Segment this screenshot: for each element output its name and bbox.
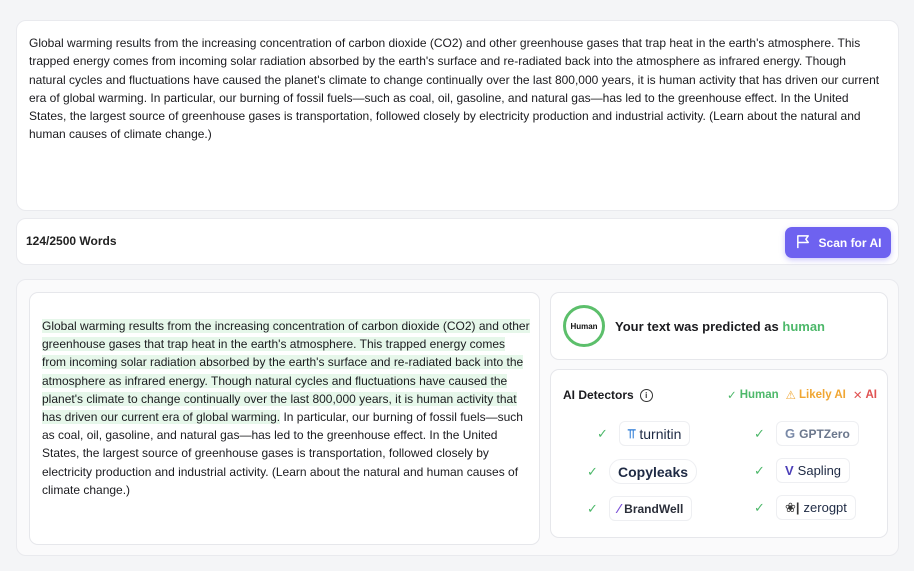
detector-copyleaks bbox=[587, 459, 697, 484]
gptzero-mark-icon: G bbox=[785, 426, 796, 441]
detector-turnitin bbox=[597, 421, 690, 446]
check-icon: ✓ bbox=[754, 499, 765, 515]
brandwell-logo bbox=[609, 496, 692, 521]
detector-brandwell bbox=[587, 496, 692, 521]
flag-icon bbox=[795, 233, 812, 253]
check-icon: ✓ bbox=[754, 462, 765, 478]
legend-ai-label: AI bbox=[865, 389, 877, 401]
gptzero-logo bbox=[776, 421, 859, 446]
info-icon[interactable]: i bbox=[640, 389, 653, 402]
zerogpt-name: zerogpt bbox=[803, 500, 847, 515]
sapling-logo bbox=[776, 458, 850, 483]
input-text-card[interactable] bbox=[16, 20, 899, 211]
detector-legend bbox=[727, 388, 877, 402]
check-icon: ✓ bbox=[754, 425, 765, 441]
human-highlight: Global warming results from the increasing concentration of carbon dioxide (CO2) and other greenhouse gases that trap heat in the earth's atmosphere. This trapped energy comes from incoming solar radiation absorbed by the earth's surface and re-radiated back into the atmosphere as infrared energy. Though natural cycles and fluctuations have caused the planet's climate to change continually over the last 800,000 years, it is human activity that has driven our current era of global warming. bbox=[42, 319, 530, 425]
cross-icon: ✕ bbox=[852, 390, 863, 402]
check-icon: ✓ bbox=[587, 500, 598, 516]
copyleaks-logo bbox=[609, 459, 697, 484]
highlighted-text-card bbox=[29, 292, 540, 545]
legend-ai bbox=[853, 388, 877, 402]
check-icon: ✓ bbox=[727, 390, 737, 402]
warning-icon: ⚠ bbox=[785, 390, 796, 402]
detector-sapling bbox=[754, 458, 850, 483]
legend-likely-label: Likely AI bbox=[798, 389, 846, 401]
turnitin-name: turnitin bbox=[639, 425, 682, 442]
unhighlighted-text: In particular, our burning of fossil fuels—such as coal, oil, gasoline, and natural gas—has led to the greenhouse effect. In the United States, the largest source of greenhouse gases is transportation, followed closely by electricity production and industrial activity. (Learn about the natural and human causes of climate change.) bbox=[42, 410, 523, 497]
detector-gptzero bbox=[754, 421, 859, 446]
input-textarea[interactable]: Global warming results from the increasing concentration of carbon dioxide (CO2) and other greenhouse gases that trap heat in the earth's atmosphere. This trapped energy comes from incoming solar radiation absorbed by the earth's surface and re-radiated back into the atmosphere as infrared energy. Though natural cycles and fluctuations have caused the planet's climate to change continually over the last 800,000 years, it is human activity that has driven our current era of global warming. In particular, our burning of fossil fuels—such as coal, oil, gasoline, and natural gas—has led to the greenhouse effect. In the United States, the largest source of greenhouse gases is transportation, followed closely by electricity production and industrial activity. (Learn about the natural and human causes of climate change.) bbox=[29, 36, 883, 142]
scan-button-label: Scan for AI bbox=[818, 235, 882, 250]
verdict-card bbox=[550, 292, 888, 360]
turnitin-logo bbox=[619, 421, 690, 446]
gptzero-name: GPTZero bbox=[799, 426, 850, 441]
scan-for-ai-button[interactable] bbox=[785, 227, 891, 258]
detectors-title-label: AI Detectors bbox=[563, 388, 634, 402]
brandwell-mark-icon: ∕ bbox=[618, 501, 621, 516]
word-counter: 124/2500 Words bbox=[26, 234, 117, 248]
detector-zerogpt bbox=[754, 495, 856, 520]
check-icon: ✓ bbox=[587, 463, 598, 479]
legend-likely-ai bbox=[786, 388, 846, 402]
verdict-text bbox=[615, 319, 825, 334]
human-badge: Human bbox=[563, 305, 605, 347]
check-icon: ✓ bbox=[597, 425, 608, 441]
legend-human bbox=[727, 388, 779, 402]
sapling-mark-icon: V bbox=[785, 463, 794, 478]
ai-detectors-card bbox=[550, 369, 888, 538]
sapling-name: Sapling bbox=[797, 463, 842, 478]
verdict-prefix: Your text was predicted as bbox=[615, 319, 783, 334]
zerogpt-logo bbox=[776, 495, 856, 520]
copyleaks-name: Copyleaks bbox=[618, 463, 689, 480]
legend-human-label: Human bbox=[739, 389, 779, 401]
turnitin-mark-icon: ⫪ bbox=[628, 425, 636, 441]
analyzed-text bbox=[42, 317, 530, 499]
zerogpt-mark-icon: ❀| bbox=[785, 499, 800, 515]
detectors-title bbox=[563, 388, 653, 402]
results-panel bbox=[16, 279, 899, 556]
verdict-word: human bbox=[782, 319, 825, 334]
brandwell-name: BrandWell bbox=[624, 501, 684, 516]
toolbar bbox=[16, 218, 899, 265]
